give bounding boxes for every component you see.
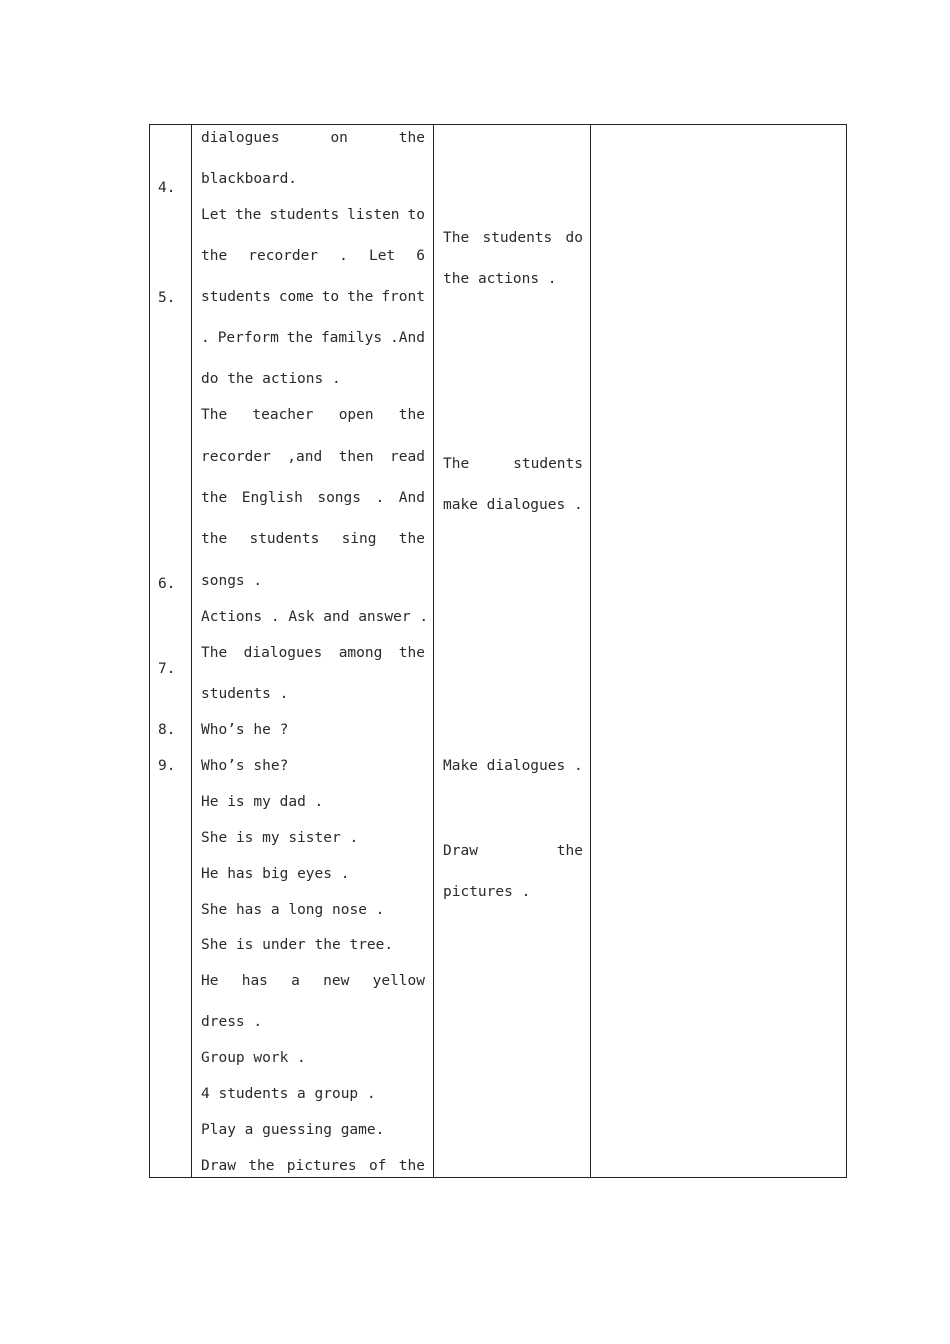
word: the bbox=[235, 207, 262, 223]
word: students bbox=[269, 207, 340, 223]
word: and bbox=[323, 609, 350, 625]
word: the bbox=[201, 248, 228, 264]
word: do bbox=[565, 230, 583, 246]
word: English bbox=[241, 490, 303, 506]
text-line bbox=[201, 406, 425, 424]
word: sister bbox=[288, 830, 341, 846]
word: listen bbox=[347, 207, 400, 223]
word: dad bbox=[279, 794, 306, 810]
word: students bbox=[201, 289, 271, 305]
word: She bbox=[201, 830, 228, 846]
word: . bbox=[547, 271, 557, 287]
word: the bbox=[443, 271, 470, 287]
word: read bbox=[390, 449, 425, 465]
word: new bbox=[323, 973, 350, 989]
word: . bbox=[279, 686, 289, 702]
word: is bbox=[235, 937, 254, 953]
word: big bbox=[262, 866, 289, 882]
word: a bbox=[297, 1086, 306, 1102]
word: He bbox=[201, 973, 219, 989]
lesson-plan-table bbox=[149, 124, 847, 1178]
word: He bbox=[201, 866, 219, 882]
word: .And bbox=[390, 330, 425, 346]
word: to bbox=[407, 207, 425, 223]
word: then bbox=[338, 449, 374, 465]
table-border-bottom bbox=[149, 1177, 847, 1178]
text-line bbox=[201, 757, 288, 775]
text-line bbox=[201, 370, 341, 388]
text-line bbox=[443, 496, 583, 514]
word: dialogues bbox=[486, 758, 566, 774]
word: . bbox=[521, 884, 531, 900]
text-line bbox=[201, 288, 425, 306]
word: recorder bbox=[248, 248, 319, 264]
text-line bbox=[201, 644, 425, 662]
word: pictures bbox=[286, 1158, 357, 1174]
word: come bbox=[278, 289, 314, 305]
word: The bbox=[201, 645, 228, 661]
step-number: 7. bbox=[158, 661, 176, 677]
word: game. bbox=[340, 1122, 385, 1138]
word: . bbox=[253, 1014, 263, 1030]
word: Who’s bbox=[201, 722, 245, 738]
word: . bbox=[339, 248, 348, 264]
word: eyes bbox=[297, 866, 332, 882]
word: familys bbox=[320, 330, 383, 346]
word: students bbox=[249, 531, 320, 547]
word: a bbox=[270, 902, 280, 918]
word: the bbox=[227, 371, 254, 387]
word: . bbox=[201, 330, 210, 346]
word: yellow bbox=[372, 973, 425, 989]
word: Draw bbox=[201, 1158, 236, 1174]
word: a bbox=[291, 973, 300, 989]
word: my bbox=[253, 794, 271, 810]
step-number: 4. bbox=[158, 180, 176, 196]
text-line bbox=[201, 829, 358, 847]
word: nose bbox=[332, 902, 367, 918]
table-border-top bbox=[149, 124, 847, 125]
word: of bbox=[368, 1158, 387, 1174]
word: group bbox=[314, 1086, 359, 1102]
word: The bbox=[201, 407, 228, 423]
word: songs bbox=[201, 573, 245, 589]
word: actions bbox=[477, 271, 540, 287]
word: on bbox=[330, 130, 348, 146]
word: to bbox=[321, 289, 340, 305]
word: Actions bbox=[201, 609, 263, 625]
text-line bbox=[201, 247, 425, 265]
table-border-left bbox=[149, 124, 150, 1178]
word: actions bbox=[262, 371, 324, 387]
word: the bbox=[286, 330, 313, 346]
text-line bbox=[201, 206, 425, 224]
word: Draw bbox=[443, 843, 478, 859]
word: under bbox=[262, 937, 306, 953]
word: blackboard. bbox=[201, 171, 298, 187]
text-line bbox=[201, 901, 384, 919]
text-line bbox=[201, 608, 428, 626]
text-line bbox=[443, 842, 583, 860]
word: pictures bbox=[443, 884, 513, 900]
word: the bbox=[248, 1158, 275, 1174]
word: . bbox=[340, 866, 350, 882]
word: the bbox=[556, 843, 583, 859]
word: sing bbox=[341, 531, 377, 547]
word: work bbox=[253, 1050, 289, 1066]
text-line bbox=[201, 129, 425, 147]
word: . bbox=[349, 830, 359, 846]
word: the bbox=[314, 937, 341, 953]
word: the bbox=[398, 1158, 425, 1174]
column-divider-2 bbox=[433, 124, 434, 1178]
word: the bbox=[398, 130, 425, 146]
word: . bbox=[573, 758, 583, 774]
word: guessing bbox=[262, 1122, 332, 1138]
word: Perform bbox=[217, 330, 279, 346]
word: the bbox=[347, 289, 374, 305]
word: ,and bbox=[287, 449, 323, 465]
word: students bbox=[218, 1086, 289, 1102]
text-line bbox=[201, 865, 349, 883]
word: answer bbox=[358, 609, 411, 625]
step-number: 8. bbox=[158, 722, 176, 738]
word: he bbox=[253, 722, 271, 738]
word: the bbox=[398, 645, 425, 661]
word: songs bbox=[317, 490, 361, 506]
text-line bbox=[201, 936, 393, 954]
word: . bbox=[419, 609, 429, 625]
word: The bbox=[443, 456, 470, 472]
word: has bbox=[241, 973, 268, 989]
word: has bbox=[235, 902, 263, 918]
text-line bbox=[443, 455, 583, 473]
text-line bbox=[201, 170, 297, 188]
word: And bbox=[398, 490, 425, 506]
word: She bbox=[201, 902, 228, 918]
word: the bbox=[201, 531, 228, 547]
word: make bbox=[443, 497, 478, 513]
word: dialogues bbox=[201, 130, 280, 146]
word: Play bbox=[201, 1122, 236, 1138]
word: . bbox=[297, 1050, 306, 1066]
word: the bbox=[201, 490, 228, 506]
word: Group bbox=[201, 1050, 245, 1066]
word: ? bbox=[279, 722, 289, 738]
column-divider-1 bbox=[191, 124, 192, 1178]
word: . bbox=[253, 573, 263, 589]
word: Let bbox=[368, 248, 396, 264]
word: has bbox=[227, 866, 254, 882]
word: He bbox=[201, 794, 219, 810]
word: tree. bbox=[349, 937, 394, 953]
step-number: 6. bbox=[158, 576, 176, 592]
word: is bbox=[235, 830, 254, 846]
text-line bbox=[201, 1049, 306, 1067]
text-line bbox=[201, 329, 425, 347]
word: The bbox=[443, 230, 470, 246]
text-line bbox=[201, 1013, 262, 1031]
text-line bbox=[443, 229, 583, 247]
word: 4 bbox=[201, 1086, 210, 1102]
text-line bbox=[201, 572, 262, 590]
word: . bbox=[366, 1086, 376, 1102]
word: recorder bbox=[201, 449, 271, 465]
word: my bbox=[262, 830, 280, 846]
word: Who’s bbox=[201, 758, 245, 774]
word: do bbox=[201, 371, 219, 387]
text-line bbox=[201, 489, 425, 507]
word: front bbox=[381, 289, 425, 305]
table-border-right bbox=[846, 124, 847, 1178]
text-line bbox=[201, 448, 425, 466]
word: she? bbox=[253, 758, 289, 774]
step-number: 5. bbox=[158, 290, 176, 306]
word: . bbox=[314, 794, 324, 810]
text-line bbox=[201, 972, 425, 990]
word: . bbox=[375, 902, 385, 918]
text-line bbox=[201, 530, 425, 548]
word: . bbox=[375, 490, 385, 506]
text-line bbox=[443, 757, 583, 775]
text-line bbox=[201, 1157, 425, 1175]
word: . bbox=[331, 371, 341, 387]
word: . bbox=[573, 497, 583, 513]
text-line bbox=[201, 721, 288, 739]
word: students bbox=[201, 686, 271, 702]
text-line bbox=[443, 270, 557, 288]
word: teacher bbox=[252, 407, 314, 423]
text-line bbox=[201, 685, 288, 703]
word: the bbox=[398, 531, 425, 547]
word: students bbox=[513, 456, 583, 472]
word: a bbox=[244, 1122, 254, 1138]
word: . bbox=[270, 609, 280, 625]
text-line bbox=[201, 1085, 376, 1103]
word: Ask bbox=[288, 609, 315, 625]
word: Make bbox=[443, 758, 478, 774]
word: among bbox=[338, 645, 383, 661]
word: Let bbox=[201, 207, 228, 223]
word: is bbox=[227, 794, 245, 810]
word: long bbox=[288, 902, 324, 918]
word: students bbox=[482, 230, 553, 246]
text-line bbox=[201, 1121, 384, 1139]
word: the bbox=[398, 407, 425, 423]
step-number: 9. bbox=[158, 758, 176, 774]
word: dialogues bbox=[243, 645, 323, 661]
text-line bbox=[201, 793, 323, 811]
word: She bbox=[201, 937, 228, 953]
word: open bbox=[338, 407, 374, 423]
word: 6 bbox=[416, 248, 425, 264]
column-divider-3 bbox=[590, 124, 591, 1178]
word: dress bbox=[201, 1014, 245, 1030]
text-line bbox=[443, 883, 530, 901]
word: dialogues bbox=[486, 497, 566, 513]
